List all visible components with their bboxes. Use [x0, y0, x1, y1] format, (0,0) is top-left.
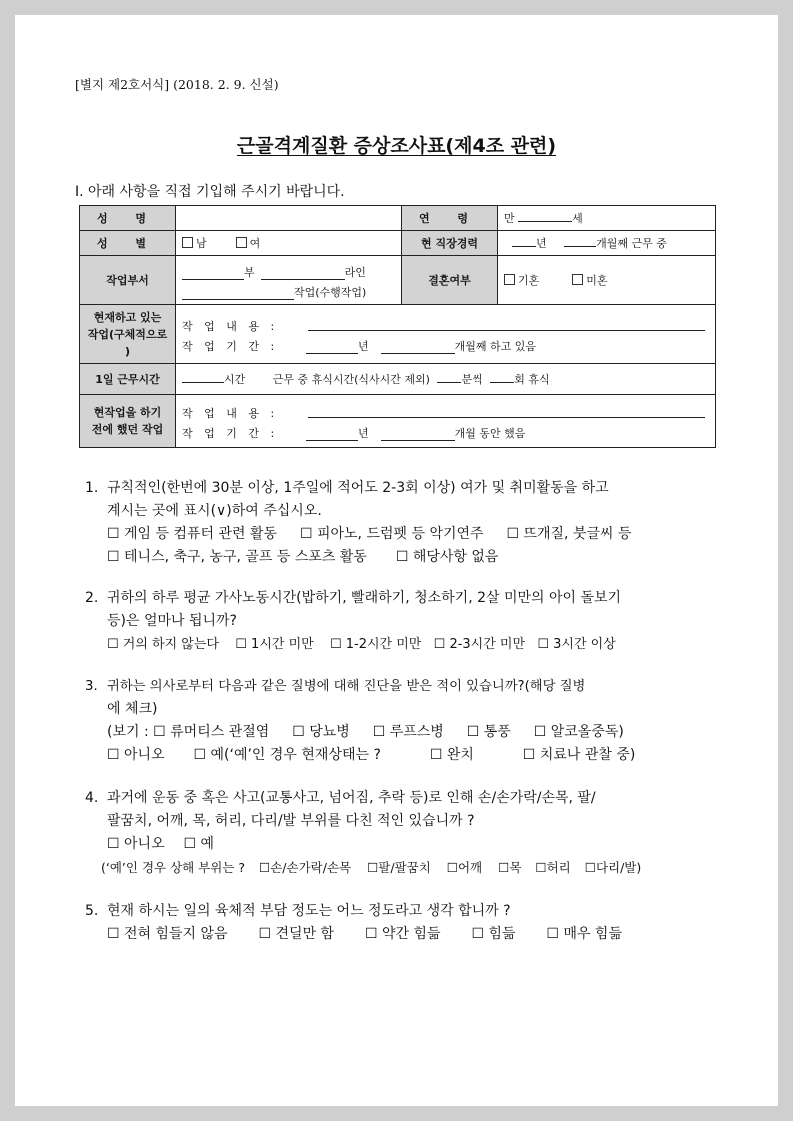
single-checkbox[interactable] [572, 274, 583, 285]
prev-work-months-input[interactable] [381, 429, 455, 441]
age-label: 연 령 [402, 206, 498, 231]
q1-option-knitting[interactable]: ☐ 뜨개질, 붓글씨 등 [506, 526, 632, 542]
prev-work-field: 작 업 내 용 : 작 업 기 간 : 년 개월 동안 했음 [176, 395, 716, 448]
q3-example-diabetes[interactable]: ☐ 당뇨병 [292, 724, 350, 740]
name-label: 성 명 [80, 206, 176, 231]
section-intro: I. 아래 사항을 직접 기입해 주시기 바랍니다. [75, 184, 345, 200]
q3-example-lupus[interactable]: ☐ 루프스병 [372, 724, 444, 740]
dept-work-input[interactable] [182, 288, 294, 300]
work-hours-input[interactable] [182, 371, 224, 383]
question-2: 2. 귀하의 하루 평균 가사노동시간(밥하기, 빨래하기, 청소하기, 2살 미만의 아이 돌보기 등)은 얼마나 됩니까? ☐ 거의 하지 않는다 ☐ 1시간 미만 ☐ 1-2시간 미만 ☐ 2-3시간 미만 ☐ 3시간 이상 [85, 590, 622, 652]
current-work-field: 작 업 내 용 : 작 업 기 간 : 년 개월째 하고 있음 [176, 305, 716, 364]
question-1: 1. 규칙적인(한번에 30분 이상, 1주일에 적어도 2-3회 이상) 여가 및 취미활동을 하고 계시는 곳에 표시(∨)하여 주십시오. ☐ 게임 등 컴퓨터 관련 활동 ☐ 피아노, 드럼펫 등 악기연주 ☐ 뜨개질, 붓글씨 등 ☐ 테니스, 축구, 농구, 골프 등 스포츠 활동 ☐ 해당사항 없음 [85, 480, 632, 565]
gender-label: 성 별 [80, 231, 176, 256]
married-checkbox[interactable] [504, 274, 515, 285]
q5-option-hard[interactable]: ☐ 힘듦 [471, 926, 516, 942]
q3-answer-no[interactable]: ☐ 아니오 [107, 747, 165, 763]
q3-example-rheumatoid[interactable]: ☐ 류머티스 관절염 [153, 724, 270, 740]
dept-field: 부 라인 작업(수행작업) [176, 256, 402, 305]
q1-option-instrument[interactable]: ☐ 피아노, 드럼펫 등 악기연주 [299, 526, 484, 542]
q4-answer-yes[interactable]: ☐ 예 [183, 836, 215, 852]
document-page [15, 15, 778, 1106]
age-input[interactable] [518, 210, 572, 222]
tenure-field: 년 개월째 근무 중 [498, 231, 716, 256]
q4-part-arm[interactable]: ☐팔/팔꿈치 [367, 860, 431, 875]
page-title: 근골격계질환 증상조사표(제4조 관련) [236, 135, 557, 157]
q3-answer-yes[interactable]: ☐ 예(‘예’인 경우 현재상태는 ? [193, 747, 381, 763]
age-field[interactable]: 만 세 [498, 206, 716, 231]
current-work-years-input[interactable] [306, 342, 358, 354]
prev-work-content-input[interactable] [308, 405, 705, 418]
q4-part-leg[interactable]: ☐다리/발) [584, 860, 642, 875]
dept-bu-input[interactable] [182, 268, 244, 280]
q1-option-none[interactable]: ☐ 해당사항 없음 [395, 549, 499, 565]
q3-status-treatment[interactable]: ☐ 치료나 관찰 중) [522, 747, 636, 763]
q4-part-shoulder[interactable]: ☐어깨 [446, 860, 483, 875]
q5-option-somewhat-hard[interactable]: ☐ 약간 힘듦 [364, 926, 441, 942]
prev-work-label: 현작업을 하기 전에 했던 작업 [80, 395, 176, 448]
current-work-content-input[interactable] [308, 318, 705, 331]
question-3: 3. 귀하는 의사로부터 다음과 같은 질병에 대해 진단을 받은 적이 있습니까?(해당 질병 에 체크) (보기 : ☐ 류머티스 관절염 ☐ 당뇨병 ☐ 루프스병 ☐ 통풍 ☐ 알코올중독) ☐ 아니오 ☐ 예(‘예’인 경우 현재상태는 ? ☐ 완치 ☐ 치료나 관찰 중) [85, 679, 636, 763]
q2-option-over-3h[interactable]: ☐ 3시간 이상 [537, 637, 616, 652]
name-field[interactable] [176, 206, 402, 231]
q5-option-very-hard[interactable]: ☐ 매우 힘듦 [546, 926, 622, 942]
tenure-label: 현 직장경력 [402, 231, 498, 256]
q2-option-rarely[interactable]: ☐ 거의 하지 않는다 [107, 637, 219, 652]
break-minutes-input[interactable] [437, 371, 461, 383]
question-4: 4. 과거에 운동 중 혹은 사고(교통사고, 넘어짐, 추락 등)로 인해 손/손가락/손목, 팔/ 팔꿈치, 어깨, 목, 허리, 다리/발 부위를 다친 적인 있습니까 ? ☐ 아니오 ☐ 예 (‘예’인 경우 상해 부위는 ? ☐손/손가락/손목 ☐팔/팔꿈치 ☐어깨 ☐목 ☐허리 ☐다리/발) [85, 790, 642, 875]
current-work-label: 현재하고 있는 작업(구체적으로 ) [80, 305, 176, 364]
q2-option-1-2h[interactable]: ☐ 1-2시간 미만 [329, 637, 422, 652]
q4-answer-no[interactable]: ☐ 아니오 [107, 836, 165, 852]
q4-part-back[interactable]: ☐허리 [535, 860, 571, 875]
q4-part-neck[interactable]: ☐목 [498, 860, 522, 875]
tenure-years-input[interactable] [512, 235, 536, 247]
marital-field: 기혼 미혼 [498, 256, 716, 305]
q5-option-not-hard[interactable]: ☐ 전혀 힘들지 않음 [107, 926, 228, 942]
marital-label: 결혼여부 [402, 256, 498, 305]
q1-option-computer[interactable]: ☐ 게임 등 컴퓨터 관련 활동 [107, 526, 278, 542]
q3-status-cured[interactable]: ☐ 완치 [429, 747, 474, 763]
q3-example-gout[interactable]: ☐ 통풍 [466, 724, 511, 740]
q4-part-hand[interactable]: ☐손/손가락/손목 [259, 860, 352, 875]
prev-work-years-input[interactable] [306, 429, 358, 441]
break-times-input[interactable] [490, 371, 514, 383]
dept-label: 작업부서 [80, 256, 176, 305]
q2-option-under-1h[interactable]: ☐ 1시간 미만 [235, 637, 314, 652]
q1-option-sports[interactable]: ☐ 테니스, 축구, 농구, 골프 등 스포츠 활동 [107, 549, 367, 565]
q5-option-bearable[interactable]: ☐ 견딜만 함 [258, 926, 335, 942]
form-header-note: [별지 제2호서식] (2018. 2. 9. 신설) [75, 77, 279, 92]
current-work-months-input[interactable] [381, 342, 455, 354]
tenure-months-input[interactable] [564, 235, 596, 247]
q2-option-2-3h[interactable]: ☐ 2-3시간 미만 [433, 637, 526, 652]
hours-field: 시간 근무 중 휴식시간(식사시간 제외) 분씩 회 휴식 [176, 364, 716, 395]
q3-example-alcoholism[interactable]: ☐ 알코올중독) [533, 724, 624, 740]
dept-line-input[interactable] [261, 268, 345, 280]
personal-info-table [79, 205, 716, 448]
female-checkbox[interactable] [236, 237, 247, 248]
male-checkbox[interactable] [182, 237, 193, 248]
hours-label: 1일 근무시간 [80, 364, 176, 395]
gender-field: 남 여 [176, 231, 402, 256]
question-5: 5. 현재 하시는 일의 육체적 부담 정도는 어느 정도라고 생각 합니까 ? ☐ 전혀 힘들지 않음 ☐ 견딜만 함 ☐ 약간 힘듦 ☐ 힘듦 ☐ 매우 힘듦 [85, 903, 622, 942]
